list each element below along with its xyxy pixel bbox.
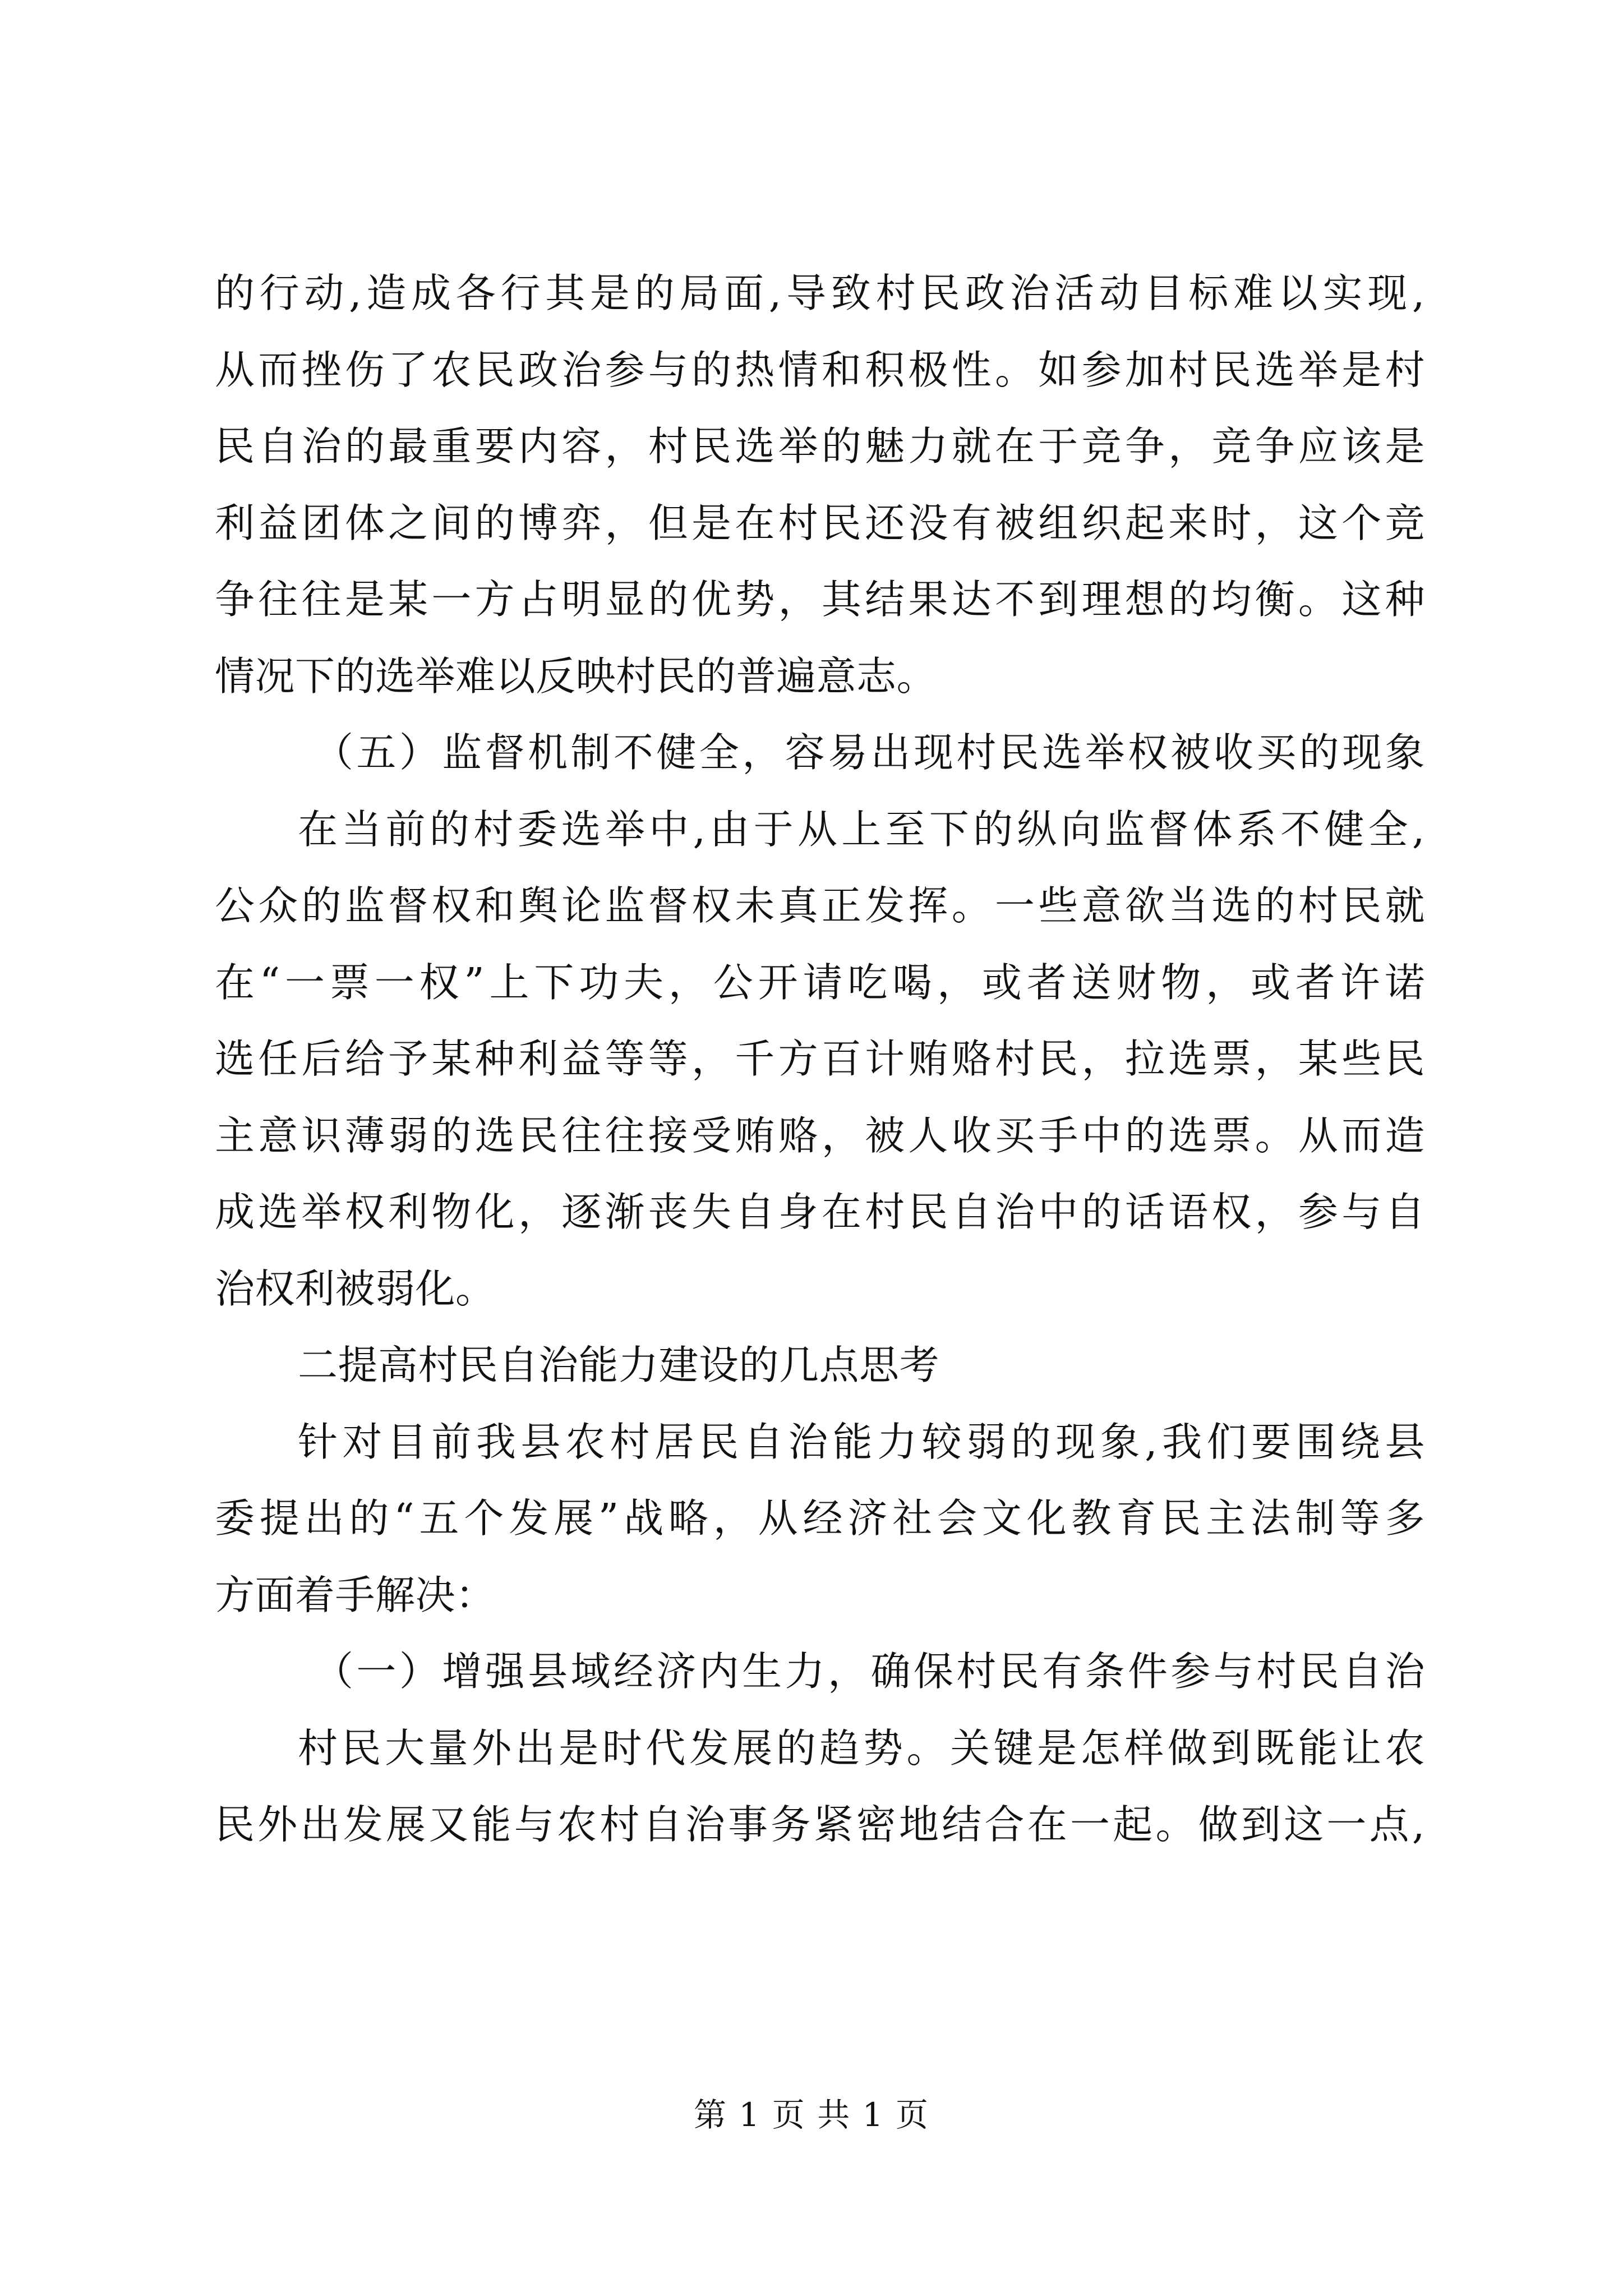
text-line: 争往往是某一方占明显的优势，其结果达不到理想的均衡。这种 — [215, 576, 1425, 623]
text-line: 民自治的最重要内容，村民选举的魅力就在于竞争，竞争应该是 — [215, 423, 1425, 470]
section-heading: （五）监督机制不健全，容易出现村民选举权被收买的现象 — [313, 729, 1425, 776]
section-heading: （一）增强县域经济内生力，确保村民有条件参与村民自治 — [313, 1648, 1425, 1695]
text-line: 方面着手解决： — [215, 1571, 496, 1618]
text-line: 的行动,造成各行其是的局面,导致村民政治活动目标难以实现, — [215, 270, 1425, 316]
text-line: 民外出发展又能与农村自治事务紧密地结合在一起。做到这一点, — [215, 1801, 1425, 1848]
text-line: 村民大量外出是时代发展的趋势。关键是怎样做到既能让农 — [298, 1724, 1425, 1772]
section-heading: 二提高村民自治能力建设的几点思考 — [298, 1342, 940, 1388]
text-line: 利益团体之间的博弈，但是在村民还没有被组织起来时，这个竞 — [215, 499, 1425, 546]
text-line: 在当前的村委选举中,由于从上至下的纵向监督体系不健全, — [298, 806, 1425, 853]
text-line: 在“一票一权”上下功夫，公开请吃喝，或者送财物，或者许诺 — [215, 959, 1425, 1006]
page-footer: 第 1 页 共 1 页 — [694, 2096, 929, 2134]
text-line: 治权利被弱化。 — [215, 1265, 496, 1312]
text-line: 情况下的选举难以反映村民的普遍意志。 — [215, 652, 937, 700]
text-line: 从而挫伤了农民政治参与的热情和积极性。如参加村民选举是村 — [215, 346, 1425, 393]
text-line: 针对目前我县农村居民自治能力较弱的现象,我们要围绕县 — [298, 1418, 1425, 1465]
text-line: 成选举权利物化，逐渐丧失自身在村民自治中的话语权，参与自 — [215, 1189, 1425, 1235]
text-line: 委提出的“五个发展”战略，从经济社会文化教育民主法制等多 — [215, 1495, 1425, 1542]
text-line: 主意识薄弱的选民往往接受贿赂，被人收买手中的选票。从而造 — [215, 1112, 1425, 1159]
document-body — [215, 255, 1425, 1864]
text-line: 选任后给予某种利益等等，千方百计贿赂村民，拉选票，某些民 — [215, 1036, 1425, 1082]
text-line: 公众的监督权和舆论监督权未真正发挥。一些意欲当选的村民就 — [215, 882, 1425, 929]
